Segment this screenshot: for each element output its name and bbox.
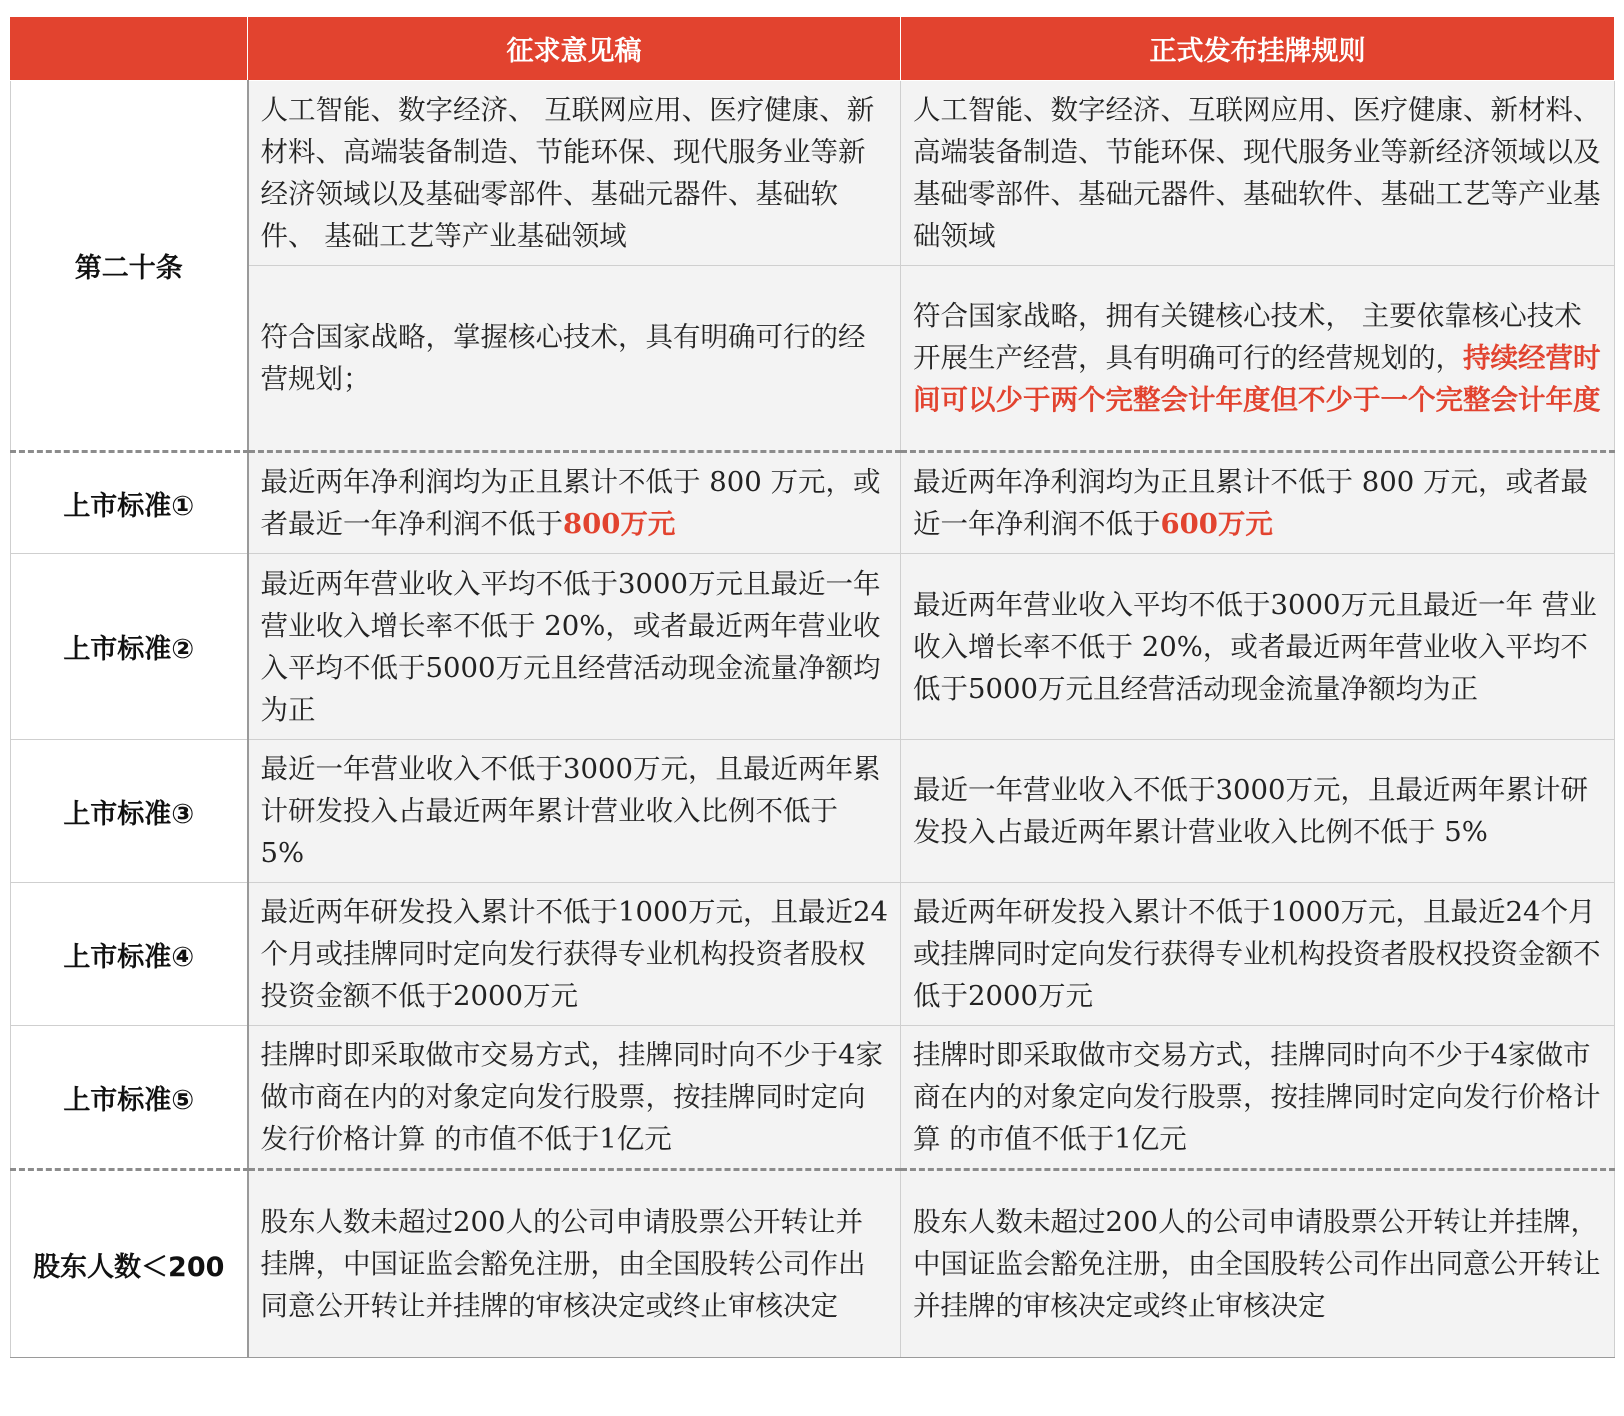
table-row-article-20-b — [11, 266, 1615, 452]
cell-draft-standard-3: 最近一年营业收入不低于3000万元，且最近两年累计研发投入占最近两年累计营业收入比例不低于 5% — [248, 740, 901, 883]
header-final: 正式发布挂牌规则 — [901, 17, 1615, 81]
text-plain: 符合国家战略，拥有关键核心技术， 主要依靠核心技术开展生产经营，具有明确可行的经营规划的， — [913, 300, 1582, 374]
table-row-standard-2 — [11, 554, 1615, 740]
cell-final-standard-5: 挂牌时即采取做市交易方式，挂牌同时向不少于4家做市商在内的对象定向发行股票，按挂牌同时定向发行价格计算 的市值不低于1亿元 — [901, 1026, 1615, 1170]
text-highlight: 800万元 — [563, 508, 676, 540]
cell-draft-standard-5: 挂牌时即采取做市交易方式，挂牌同时向不少于4家做市商在内的对象定向发行股票，按挂牌同时定向发行价格计算 的市值不低于1亿元 — [248, 1026, 901, 1170]
cell-draft-standard-1 — [248, 452, 901, 554]
row-label-standard-4: 上市标准④ — [11, 883, 248, 1026]
cell-final-standard-2: 最近两年营业收入平均不低于3000万元且最近一年 营业收入增长率不低于 20%，或者最近两年营业收入平均不低于5000万元且经营活动现金流量净额均为正 — [901, 554, 1615, 740]
table-row-standard-1 — [11, 452, 1615, 554]
cell-final-standard-3: 最近一年营业收入不低于3000万元，且最近两年累计研发投入占最近两年累计营业收入比例不低于 5% — [901, 740, 1615, 883]
header-blank-cell — [11, 17, 248, 81]
cell-final-shareholders: 股东人数未超过200人的公司申请股票公开转让并挂牌，中国证监会豁免注册，由全国股转公司作出同意公开转让并挂牌的审核决定或终止审核决定 — [901, 1170, 1615, 1358]
row-label-standard-1: 上市标准① — [11, 452, 248, 554]
cell-draft-article-20-strategy: 符合国家战略，掌握核心技术，具有明确可行的经营规划； — [248, 266, 901, 452]
row-label-standard-3: 上市标准③ — [11, 740, 248, 883]
row-label-article-20: 第二十条 — [11, 81, 248, 452]
table-row-article-20-a — [11, 81, 1615, 266]
cell-final-standard-4: 最近两年研发投入累计不低于1000万元，且最近24个月或挂牌同时定向发行获得专业机构投资者股权投资金额不低于2000万元 — [901, 883, 1615, 1026]
cell-final-article-20-strategy — [901, 266, 1615, 452]
cell-final-standard-1 — [901, 452, 1615, 554]
cell-final-article-20-industries: 人工智能、数字经济、互联网应用、医疗健康、新材料、高端装备制造、节能环保、现代服务业等新经济领域以及基础零部件、基础元器件、基础软件、基础工艺等产业基础领域 — [901, 81, 1615, 266]
table-row-standard-5 — [11, 1026, 1615, 1170]
comparison-table — [10, 16, 1615, 1358]
table-row-standard-3 — [11, 740, 1615, 883]
row-label-shareholders: 股东人数＜200 — [11, 1170, 248, 1358]
table-row-standard-4 — [11, 883, 1615, 1026]
cell-draft-standard-4: 最近两年研发投入累计不低于1000万元，且最近24个月或挂牌同时定向发行获得专业机构投资者股权投资金额不低于2000万元 — [248, 883, 901, 1026]
header-row — [11, 17, 1615, 81]
cell-draft-shareholders: 股东人数未超过200人的公司申请股票公开转让并挂牌，中国证监会豁免注册，由全国股转公司作出同意公开转让并挂牌的审核决定或终止审核决定 — [248, 1170, 901, 1358]
text-highlight: 持续经营时间可以少于两个完整会计年度但不少于一个完整会计年度 — [913, 342, 1601, 416]
row-label-standard-5: 上市标准⑤ — [11, 1026, 248, 1170]
header-draft: 征求意见稿 — [248, 17, 901, 81]
text-plain: 最近两年净利润均为正且累计不低于 800 万元，或者最近一年净利润不低于 — [913, 466, 1588, 540]
cell-draft-standard-2: 最近两年营业收入平均不低于3000万元且最近一年 营业收入增长率不低于 20%，或者最近两年营业收入平均不低于5000万元且经营活动现金流量净额均为正 — [248, 554, 901, 740]
cell-draft-article-20-industries: 人工智能、数字经济、 互联网应用、医疗健康、新材料、高端装备制造、节能环保、现代服务业等新经济领域以及基础零部件、基础元器件、基础软件、 基础工艺等产业基础领域 — [248, 81, 901, 266]
text-plain: 最近两年净利润均为正且累计不低于 800 万元，或者最近一年净利润不低于 — [260, 466, 881, 540]
text-highlight: 600万元 — [1160, 508, 1273, 540]
row-label-standard-2: 上市标准② — [11, 554, 248, 740]
table-row-shareholders — [11, 1170, 1615, 1358]
